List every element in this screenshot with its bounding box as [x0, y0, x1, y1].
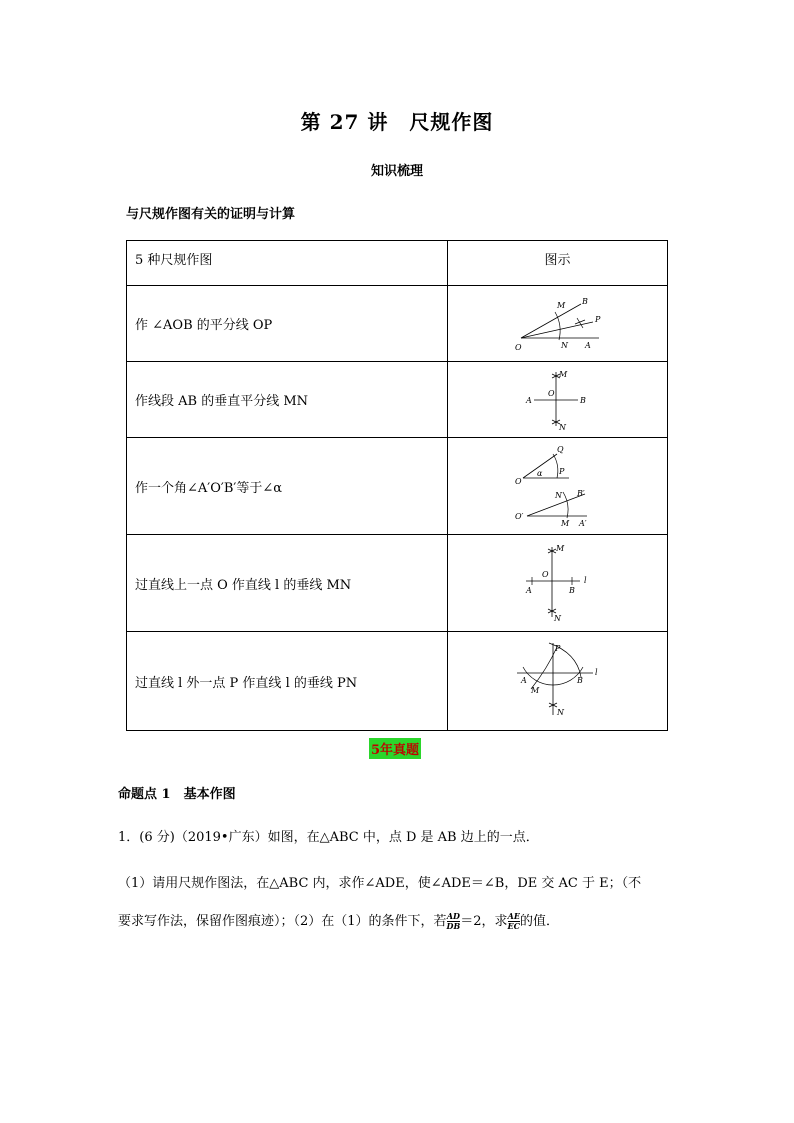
label-a: A: [584, 340, 591, 350]
label-b: B: [581, 296, 588, 306]
label-o: O: [514, 342, 522, 352]
table-row: [127, 632, 668, 731]
label-n: N: [558, 422, 566, 432]
row-text-copy-angle: 作一个角∠A′O′B′等于∠α: [127, 438, 448, 535]
label-b: B: [576, 676, 583, 685]
label-b: B: [568, 586, 575, 595]
fraction-ad-db: $\frac{AD}{DB}$: [446, 911, 461, 931]
table-row: [127, 362, 668, 438]
label-alpha: α: [536, 469, 542, 478]
label-a: A: [525, 586, 532, 595]
label-m: M: [560, 519, 569, 528]
label-l: l: [594, 668, 598, 677]
label-a: A: [525, 395, 532, 405]
question-line-3-part-b: ＝2，求: [460, 914, 508, 929]
label-n: N: [553, 614, 561, 623]
section-subtitle: 知识梳理: [370, 164, 423, 179]
label-q: Q: [556, 445, 564, 454]
question-line-2: （1）请用尺规作图法，在△ABC 内，求作∠ADE，使∠ADE＝∠B，DE 交 AC 于 E；（不: [118, 876, 642, 891]
row-text-perp-from-point: 过直线 l 外一点 P 作直线 l 的垂线 PN: [127, 632, 448, 731]
perpendicular-on-line-figure: [518, 541, 598, 625]
fraction-ae-ec: $\frac{AE}{EC}$: [507, 911, 520, 931]
label-o: O: [541, 570, 549, 579]
label-m: M: [555, 544, 564, 553]
label-m: M: [530, 686, 539, 695]
label-o: O: [514, 477, 522, 486]
table-row: [127, 286, 668, 362]
label-m: M: [556, 300, 565, 310]
table-row: [127, 438, 668, 535]
label-l: l: [583, 576, 587, 585]
perpendicular-bisector-figure: [518, 368, 598, 432]
five-year-exam-badge: 5年真题: [369, 738, 421, 759]
constructions-table: [126, 240, 668, 731]
label-p: P: [594, 314, 600, 324]
label-a-prime: A′: [578, 519, 587, 528]
label-n: N: [554, 491, 562, 500]
perpendicular-from-point-figure: [513, 639, 603, 723]
header-constructions: 5 种尺规作图: [127, 241, 448, 286]
row-text-perp-on-line: 过直线上一点 O 作直线 l 的垂线 MN: [127, 535, 448, 632]
page-title: 第 27 讲 尺规作图: [300, 110, 494, 134]
label-b: B: [579, 395, 586, 405]
label-p: P: [558, 467, 564, 476]
table-row: [127, 535, 668, 632]
copy-angle-figure: [513, 444, 603, 528]
topic-heading: 命题点 1 基本作图: [118, 787, 236, 802]
row-text-bisector: 作 ∠AOB 的平分线 OP: [127, 286, 448, 362]
label-m: M: [558, 369, 567, 379]
header-diagram: 图示: [448, 241, 668, 286]
label-n: N: [556, 708, 564, 717]
section-heading: 与尺规作图有关的证明与计算: [126, 207, 296, 222]
question-line-3: [118, 910, 559, 931]
label-o-prime: O′: [514, 512, 523, 521]
row-text-perp-bisector: 作线段 AB 的垂直平分线 MN: [127, 362, 448, 438]
label-o: O: [547, 388, 555, 398]
label-a: A: [520, 676, 527, 685]
angle-bisector-figure: [513, 294, 603, 354]
table-header-row: [127, 241, 668, 286]
label-p: P: [554, 644, 560, 653]
question-line-3-part-a: 要求写作法，保留作图痕迹）；（2）在（1）的条件下，若: [118, 914, 447, 929]
label-n: N: [560, 340, 568, 350]
question-line-1: 1．(6 分)（2019•广东）如图，在△ABC 中，点 D 是 AB 边上的一点．: [118, 830, 539, 845]
label-b-prime: B′: [576, 489, 585, 498]
question-line-3-part-c: 的值．: [520, 914, 560, 929]
